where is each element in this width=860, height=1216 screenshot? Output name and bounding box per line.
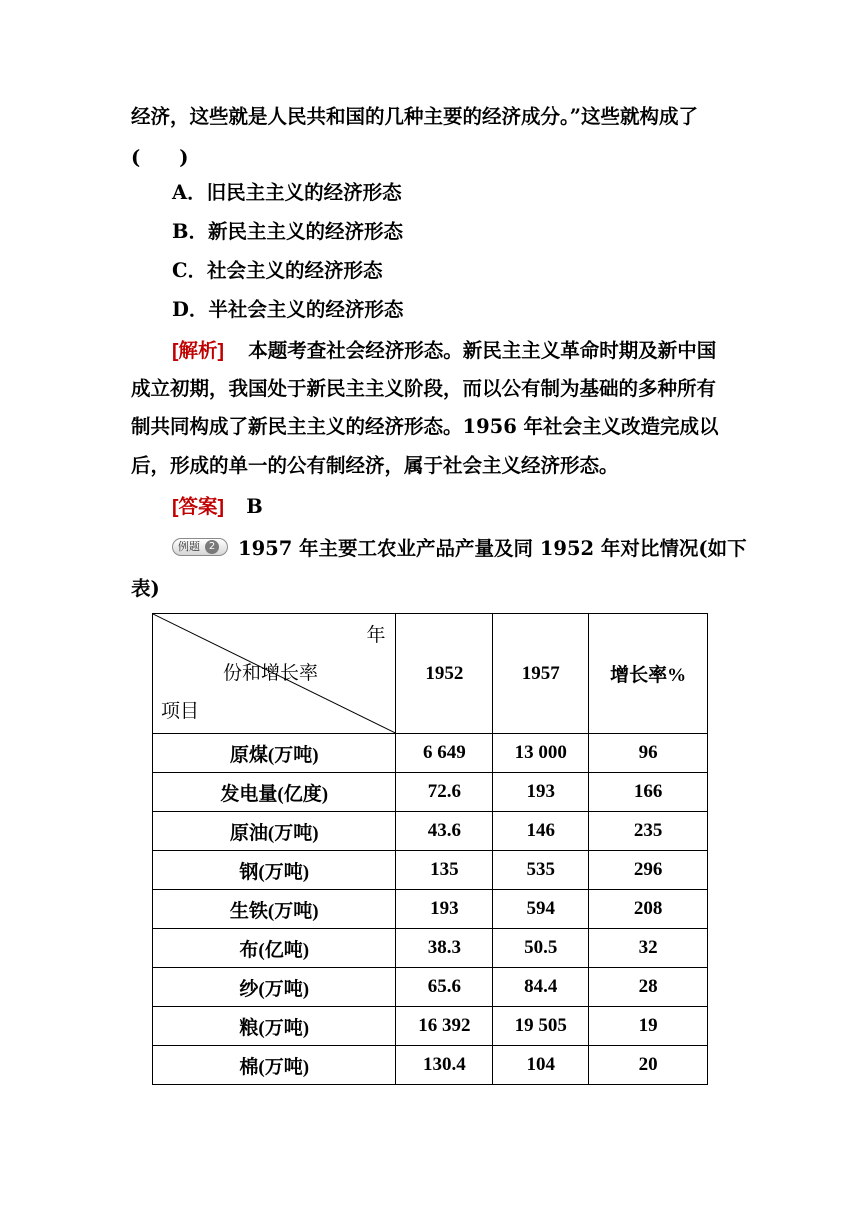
question-text-line-1: 经济，这些就是人民共和国的几种主要的经济成分。”这些就构成了	[131, 105, 698, 128]
header-mid: 份和增长率	[223, 663, 319, 684]
row-1952: 16 392	[396, 1007, 493, 1046]
row-rate: 28	[589, 968, 708, 1007]
row-1957: 13 000	[493, 734, 589, 773]
answer-value: B	[246, 495, 263, 518]
table-row	[153, 773, 708, 812]
row-1957: 104	[493, 1046, 589, 1085]
analysis-line-2: 成立初期，我国处于新民主主义阶段，而以公有制为基础的多种所有	[131, 377, 717, 400]
row-1952: 38.3	[396, 929, 493, 968]
option-a: A．旧民主主义的经济形态	[172, 181, 402, 204]
example-badge-label: 例题	[178, 540, 200, 553]
table-row	[153, 1007, 708, 1046]
row-1952: 65.6	[396, 968, 493, 1007]
row-rate: 96	[589, 734, 708, 773]
row-item: 钢(万吨)	[153, 851, 396, 890]
table-row	[153, 812, 708, 851]
row-1957: 535	[493, 851, 589, 890]
example-badge-number: 2	[205, 540, 219, 554]
row-rate: 208	[589, 890, 708, 929]
row-item: 原油(万吨)	[153, 812, 396, 851]
row-1952: 43.6	[396, 812, 493, 851]
header-growth-rate: 增长率%	[589, 614, 708, 734]
row-1957: 594	[493, 890, 589, 929]
diagonal-header-cell	[153, 614, 396, 734]
row-1952: 193	[396, 890, 493, 929]
analysis-line-3: 制共同构成了新民主主义的经济形态。1956 年社会主义改造完成以	[131, 415, 719, 438]
analysis-tag: [解析]	[172, 340, 224, 362]
example-text-line-2: 表)	[131, 577, 160, 600]
row-1952: 135	[396, 851, 493, 890]
analysis-line-4: 后，形成的单一的公有制经济，属于社会主义经济形态。	[131, 454, 619, 477]
row-item: 粮(万吨)	[153, 1007, 396, 1046]
header-item: 项目	[161, 701, 200, 722]
row-item: 布(亿吨)	[153, 929, 396, 968]
table-row	[153, 734, 708, 773]
row-item: 生铁(万吨)	[153, 890, 396, 929]
example-badge	[172, 538, 228, 556]
row-1952: 130.4	[396, 1046, 493, 1085]
analysis-text-1: 本题考查社会经济形态。新民主主义革命时期及新中国	[248, 339, 717, 362]
row-1957: 193	[493, 773, 589, 812]
table-header-row	[153, 614, 708, 734]
table-row	[153, 968, 708, 1007]
answer-tag: [答案]	[172, 496, 224, 518]
row-item: 纱(万吨)	[153, 968, 396, 1007]
option-c: C．社会主义的经济形态	[172, 259, 383, 282]
row-rate: 19	[589, 1007, 708, 1046]
row-rate: 296	[589, 851, 708, 890]
row-rate: 235	[589, 812, 708, 851]
option-b: B．新民主主义的经济形态	[172, 220, 403, 243]
row-item: 原煤(万吨)	[153, 734, 396, 773]
row-rate: 32	[589, 929, 708, 968]
analysis-line-1	[172, 338, 716, 364]
row-1957: 146	[493, 812, 589, 851]
header-year: 年	[366, 625, 386, 646]
table-row	[153, 929, 708, 968]
row-1952: 6 649	[396, 734, 493, 773]
row-1952: 72.6	[396, 773, 493, 812]
row-1957: 84.4	[493, 968, 589, 1007]
answer-bracket: ( )	[131, 146, 189, 169]
table-row	[153, 851, 708, 890]
row-1957: 19 505	[493, 1007, 589, 1046]
row-1957: 50.5	[493, 929, 589, 968]
option-d: D．半社会主义的经济形态	[172, 298, 404, 321]
header-1952: 1952	[396, 614, 493, 734]
table-row	[153, 890, 708, 929]
row-rate: 20	[589, 1046, 708, 1085]
answer-line	[172, 494, 263, 520]
production-table	[152, 613, 708, 1085]
header-1957: 1957	[493, 614, 589, 734]
example-text-line-1: 1957 年主要工农业产品产量及同 1952 年对比情况(如下	[238, 537, 747, 560]
row-item: 棉(万吨)	[153, 1046, 396, 1085]
row-item: 发电量(亿度)	[153, 773, 396, 812]
table-row	[153, 1046, 708, 1085]
row-rate: 166	[589, 773, 708, 812]
